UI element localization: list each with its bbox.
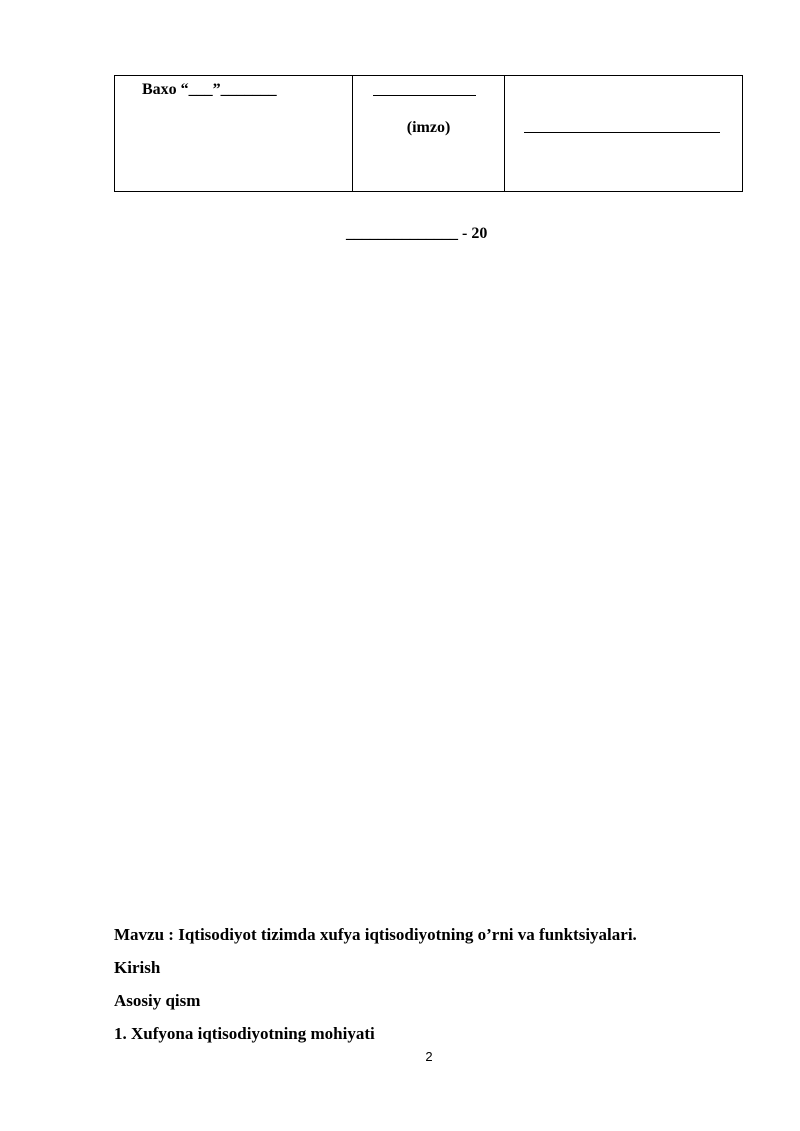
name-cell — [505, 76, 742, 191]
contents-item-main-part: Asosiy qism — [114, 991, 201, 1010]
name-blank-line — [524, 132, 720, 133]
contents-item-section-1: 1. Xufyona iqtisodiyotning mohiyati — [114, 1024, 375, 1043]
grade-cell — [115, 76, 353, 191]
date-line: ______________ - 20 — [346, 225, 488, 242]
grade-table — [114, 75, 743, 192]
signature-blank-line — [373, 95, 476, 96]
contents-item-introduction: Kirish — [114, 958, 161, 977]
page-number: 2 — [425, 1049, 433, 1064]
signature-cell — [353, 76, 505, 191]
topic-heading: Mavzu : Iqtisodiyot tizimda xufya iqtisodiyotning o’rni va funktsiyalari. — [114, 925, 637, 944]
signature-label: (imzo) — [406, 119, 451, 136]
contents-section — [114, 918, 637, 1050]
grade-text: Baxo “___”_______ — [142, 81, 277, 98]
